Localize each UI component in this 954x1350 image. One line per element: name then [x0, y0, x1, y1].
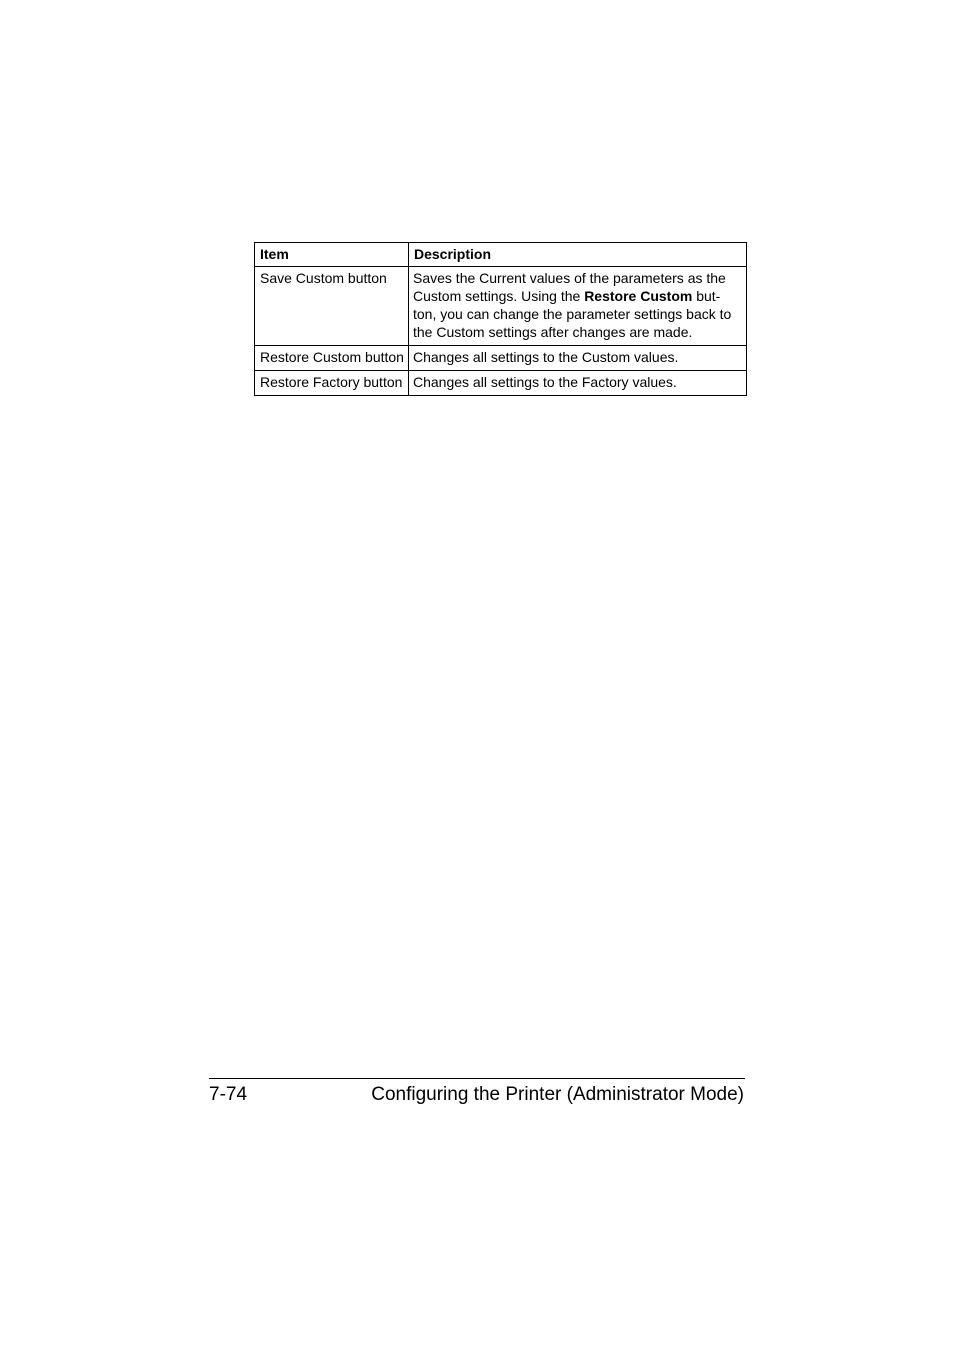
- item-description-table: [254, 242, 747, 396]
- item-cell: Restore Factory button: [255, 371, 409, 396]
- description-text: Saves the Current values of the parameters as the Custom settings. Using the: [413, 270, 726, 304]
- column-header-item: Item: [255, 243, 409, 267]
- page-number: 7-74: [209, 1084, 248, 1105]
- table-row: [255, 371, 747, 396]
- table-header-row: [255, 243, 747, 267]
- column-header-description: Description: [409, 243, 747, 267]
- item-cell: Save Custom button: [255, 267, 409, 346]
- table-row: [255, 267, 747, 346]
- description-cell: Changes all settings to the Custom values.: [409, 346, 747, 371]
- item-cell: Restore Custom button: [255, 346, 409, 371]
- chapter-title: Configuring the Printer (Administrator Mode): [371, 1084, 744, 1105]
- description-bold-term: Restore Custom: [584, 288, 693, 304]
- table-row: [255, 346, 747, 371]
- description-cell: Changes all settings to the Factory values.: [409, 371, 747, 396]
- footer-divider: [209, 1078, 745, 1079]
- description-cell: [409, 267, 747, 346]
- description-text: but-ton, you can change the parameter settings back to the Custom settings after changes are made.: [413, 288, 732, 340]
